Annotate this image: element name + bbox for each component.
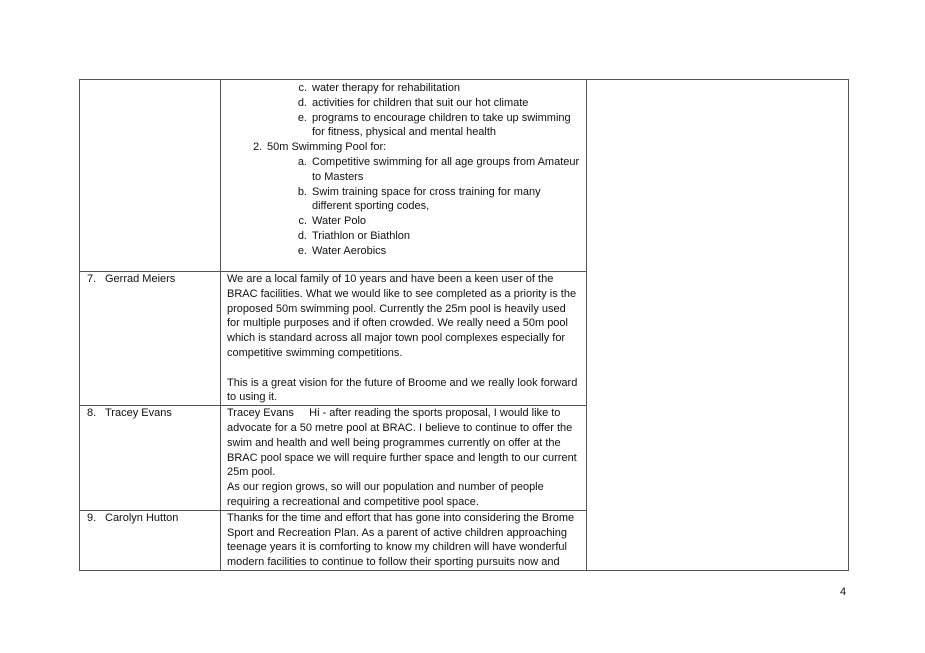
comment-paragraph: We are a local family of 10 years and have been a keen user of the BRAC facilities. What we would like to see completed as a priority is the proposed 50m swimming pool. Currently the 25m pool is heavily used for multiple purposes and if often crowded. We really need a 50m pool which is standard across all major town pool complexes especially for competitive swimming competitions. [227,273,577,359]
comment-cell [221,80,587,272]
submitter-cell [80,272,221,406]
submitter-name: Gerrad Meiers [105,273,176,285]
page-number: 4 [840,586,847,598]
list-item: e. programs to encourage children to take up swimming for fitness, physical and mental health [297,111,571,139]
comment-paragraph: Thanks for the time and effort that has gone into considering the Brome Sport and Recreation Plan. As a parent of active children approaching teenage years it is comforting to know my children will have wonderful modern facilities to continue to follow their sporting pursuits now and [227,511,575,569]
submitter-name: Carolyn Hutton [105,511,179,524]
row-number: 8. [87,407,97,420]
comment-cell [221,406,587,511]
comment-cell [221,510,587,570]
submitter-cell [80,406,221,511]
submitter-name: Tracey Evans [105,407,172,420]
list-item: d. activities for children that suit our hot climate [297,96,529,109]
comment-paragraph: This is a great vision for the future of Broome and we really look forward to using it. [227,376,578,404]
list-item-point-2: 2. 50m Swimming Pool for: [253,141,387,154]
comment-cell [221,272,587,406]
notes-column [587,80,849,571]
comment-paragraph: Tracey Evans Hi - after reading the sports proposal, I would like to advocate for a 50 metre pool at BRAC. I believe to continue to offer the swim and health and well being programmes currently on offer at the BRAC pool space we will require further space and length to our current 25m pool. [227,407,580,479]
row-number: 9. [87,511,97,524]
list-item: e. Water Aerobics [297,244,387,257]
list-item: a. Competitive swimming for all age groups from Amateur to Masters [297,155,580,183]
submissions-table [79,79,849,571]
list-item: c. water therapy for rehabilitation [298,82,460,94]
name-cell-empty [80,80,221,272]
comment-paragraph: As our region grows, so will our population and number of people requiring a recreational and competitive pool space. [227,481,544,508]
table-row-continuation [80,80,849,272]
submitter-cell [80,510,221,570]
list-item: c. Water Polo [298,215,367,228]
row-number: 7. [87,273,97,285]
list-item: b. Swim training space for cross training for many different sporting codes, [297,185,541,213]
list-item: d. Triathlon or Biathlon [297,229,411,242]
